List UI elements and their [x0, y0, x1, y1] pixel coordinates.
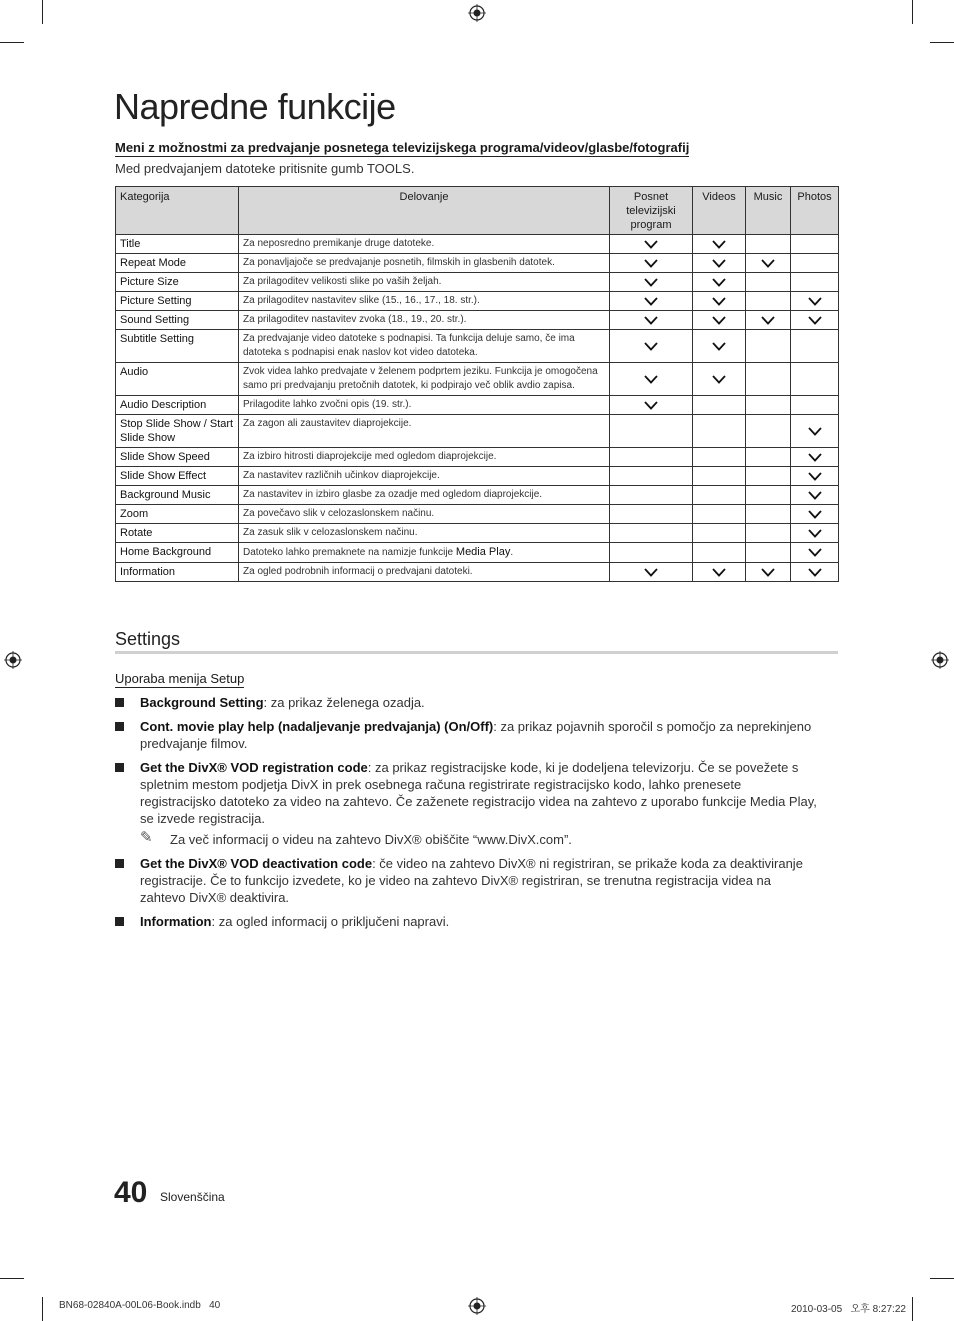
cell-recorded	[610, 273, 693, 292]
table-row	[116, 448, 839, 467]
header-videos: Videos	[693, 187, 746, 235]
cell-videos	[693, 505, 746, 524]
settings-item-name: Cont. movie play help (nadaljevanje predvajanja) (On/Off)	[140, 719, 494, 734]
table-row	[116, 415, 839, 448]
crop-mark	[912, 1297, 913, 1321]
cell-photos	[791, 563, 839, 582]
row-category: Home Background	[116, 543, 239, 563]
crop-mark	[42, 1297, 43, 1321]
table-row	[116, 292, 839, 311]
row-description: Za nastavitev in izbiro glasbe za ozadje med ogledom diaprojekcije.	[239, 486, 610, 505]
footer-file-info: BN68-02840A-00L06-Book.indb 40	[59, 1300, 221, 1311]
cell-photos	[791, 524, 839, 543]
row-category: Sound Setting	[116, 311, 239, 330]
settings-list-item	[115, 913, 820, 930]
row-category: Rotate	[116, 524, 239, 543]
table-row	[116, 273, 839, 292]
cell-music	[746, 505, 791, 524]
cell-photos	[791, 363, 839, 396]
cell-videos	[693, 524, 746, 543]
header-category: Kategorija	[116, 187, 239, 235]
check-mark-icon	[644, 297, 658, 306]
settings-item-text: : če video na zahtevo DivX® ni registriran, se prikaže koda za deaktiviranje registracije. Če to funkcijo izvedete, ko je video na zahtevo DivX® registriran, se trenutna registracija videa na zahtevo DivX® deaktivira.	[140, 856, 803, 905]
check-mark-icon	[644, 278, 658, 287]
check-mark-icon	[644, 375, 658, 384]
header-operation: Delovanje	[239, 187, 610, 235]
check-mark-icon	[712, 240, 726, 249]
row-category: Title	[116, 235, 239, 254]
table-row	[116, 505, 839, 524]
cell-photos	[791, 448, 839, 467]
row-category: Repeat Mode	[116, 254, 239, 273]
cell-photos	[791, 292, 839, 311]
check-mark-icon	[712, 342, 726, 351]
cell-music	[746, 254, 791, 273]
cell-music	[746, 292, 791, 311]
cell-photos	[791, 505, 839, 524]
check-mark-icon	[808, 297, 822, 306]
cell-music	[746, 330, 791, 363]
cell-recorded	[610, 396, 693, 415]
row-description: Za prilagoditev nastavitev slike (15., 16., 17., 18. str.).	[239, 292, 610, 311]
settings-item-text: : za prikaz registracijske kode, ki je dodeljena televizorju. Če se povežete s spletnim mestom podjetja DivX in prek osebnega računa registrirate registracijsko kodo, lahko prenesete registracijsko datoteko za video na zahtevo. Če zaženete registracijo videa na zahtevo z uporabo funkcije Media Play, se izvede registracija.	[140, 760, 817, 826]
header-music: Music	[746, 187, 791, 235]
row-description: Za zagon ali zaustavitev diaprojekcije.	[239, 415, 610, 448]
table-row	[116, 363, 839, 396]
check-mark-icon	[644, 342, 658, 351]
cell-recorded	[610, 311, 693, 330]
cell-music	[746, 396, 791, 415]
cell-videos	[693, 448, 746, 467]
cell-videos	[693, 254, 746, 273]
table-row	[116, 543, 839, 563]
row-description: Za ponavljajoče se predvajanje posnetih, filmskih in glasbenih datotek.	[239, 254, 610, 273]
check-mark-icon	[808, 510, 822, 519]
row-category: Audio Description	[116, 396, 239, 415]
cell-videos	[693, 235, 746, 254]
check-mark-icon	[712, 316, 726, 325]
menu-section-heading: Meni z možnostmi za predvajanje posnetega televizijskega programa/videov/glasbe/fotografij	[115, 140, 690, 155]
cell-videos	[693, 363, 746, 396]
page-title: Napredne funkcije	[114, 86, 396, 127]
check-mark-icon	[808, 548, 822, 557]
check-mark-icon	[808, 529, 822, 538]
check-mark-icon	[712, 259, 726, 268]
row-category: Picture Size	[116, 273, 239, 292]
settings-item-name: Get the DivX® VOD registration code	[140, 760, 368, 775]
row-category: Zoom	[116, 505, 239, 524]
crop-mark	[912, 0, 913, 24]
cell-music	[746, 415, 791, 448]
crop-mark	[42, 0, 43, 24]
row-category: Information	[116, 563, 239, 582]
check-mark-icon	[712, 297, 726, 306]
cell-music	[746, 273, 791, 292]
table-row	[116, 486, 839, 505]
row-description: Za zasuk slik v celozaslonskem načinu.	[239, 524, 610, 543]
row-category: Audio	[116, 363, 239, 396]
cell-recorded	[610, 505, 693, 524]
check-mark-icon	[644, 401, 658, 410]
cell-photos	[791, 396, 839, 415]
settings-list	[115, 694, 820, 937]
settings-list-item	[115, 855, 820, 906]
bullet-square-icon	[115, 859, 124, 868]
row-category: Picture Setting	[116, 292, 239, 311]
cell-videos	[693, 330, 746, 363]
header-photos: Photos	[791, 187, 839, 235]
cell-music	[746, 563, 791, 582]
settings-note: ✎ Za več informacij o videu na zahtevo DivX® obiščite “www.DivX.com”.	[140, 829, 572, 847]
function-table	[115, 186, 839, 582]
check-mark-icon	[808, 472, 822, 481]
row-category: Subtitle Setting	[116, 330, 239, 363]
row-description: Za nastavitev različnih učinkov diaprojekcije.	[239, 467, 610, 486]
check-mark-icon	[761, 259, 775, 268]
footer-timestamp: 2010-03-05 오후 8:27:22	[791, 1304, 906, 1315]
cell-videos	[693, 292, 746, 311]
cell-videos	[693, 467, 746, 486]
cell-videos	[693, 311, 746, 330]
crop-mark	[0, 42, 24, 43]
table-row	[116, 396, 839, 415]
cell-music	[746, 448, 791, 467]
registration-mark-icon	[468, 1297, 486, 1315]
cell-videos	[693, 273, 746, 292]
cell-recorded	[610, 467, 693, 486]
cell-photos	[791, 415, 839, 448]
cell-photos	[791, 330, 839, 363]
settings-item-name: Information	[140, 914, 212, 929]
cell-music	[746, 486, 791, 505]
cell-photos	[791, 543, 839, 563]
bullet-square-icon	[115, 763, 124, 772]
cell-videos	[693, 396, 746, 415]
tools-button-label: TOOLS	[366, 161, 411, 176]
crop-mark	[930, 1278, 954, 1279]
bullet-square-icon	[115, 698, 124, 707]
check-mark-icon	[712, 375, 726, 384]
check-mark-icon	[808, 427, 822, 436]
table-row	[116, 467, 839, 486]
settings-item-name: Get the DivX® VOD deactivation code	[140, 856, 373, 871]
cell-music	[746, 363, 791, 396]
page-language: Slovenščina	[160, 1190, 225, 1204]
bullet-square-icon	[115, 917, 124, 926]
cell-videos	[693, 563, 746, 582]
cell-recorded	[610, 563, 693, 582]
row-category: Stop Slide Show / Start Slide Show	[116, 415, 239, 448]
check-mark-icon	[808, 491, 822, 500]
row-category: Background Music	[116, 486, 239, 505]
check-mark-icon	[712, 278, 726, 287]
check-mark-icon	[644, 568, 658, 577]
table-row	[116, 563, 839, 582]
crop-mark	[0, 1278, 24, 1279]
cell-videos	[693, 486, 746, 505]
table-row	[116, 330, 839, 363]
settings-item-text: : za prikaz pojavnih sporočil s pomočjo za neprekinjeno predvajanje filmov.	[140, 719, 812, 751]
check-mark-icon	[712, 568, 726, 577]
cell-music	[746, 235, 791, 254]
cell-recorded	[610, 235, 693, 254]
settings-list-item	[115, 694, 820, 711]
registration-mark-icon	[4, 651, 22, 669]
registration-mark-icon	[931, 651, 949, 669]
table-row	[116, 235, 839, 254]
settings-title: Settings	[115, 629, 181, 649]
pencil-note-icon: ✎	[140, 829, 153, 846]
cell-recorded	[610, 448, 693, 467]
table-row	[116, 524, 839, 543]
check-mark-icon	[761, 568, 775, 577]
check-mark-icon	[761, 316, 775, 325]
cell-photos	[791, 254, 839, 273]
cell-recorded	[610, 254, 693, 273]
settings-item-name: Background Setting	[140, 695, 264, 710]
row-description: Za izbiro hitrosti diaprojekcije med ogledom diaprojekcije.	[239, 448, 610, 467]
cell-videos	[693, 415, 746, 448]
setup-subheading: Uporaba menija Setup	[115, 671, 245, 686]
row-description: Za prilagoditev nastavitev zvoka (18., 19., 20. str.).	[239, 311, 610, 330]
cell-recorded	[610, 543, 693, 563]
settings-item-text: : za prikaz želenega ozadja.	[263, 695, 425, 710]
check-mark-icon	[644, 259, 658, 268]
cell-photos	[791, 273, 839, 292]
table-row	[116, 311, 839, 330]
check-mark-icon	[644, 316, 658, 325]
cell-photos	[791, 311, 839, 330]
row-category: Slide Show Effect	[116, 467, 239, 486]
cell-recorded	[610, 486, 693, 505]
cell-recorded	[610, 330, 693, 363]
check-mark-icon	[808, 316, 822, 325]
settings-list-item	[115, 718, 820, 752]
cell-recorded	[610, 292, 693, 311]
row-description: Za neposredno premikanje druge datoteke.	[239, 235, 610, 254]
settings-divider	[115, 651, 838, 654]
cell-music	[746, 311, 791, 330]
settings-item-text: : za ogled informacij o priključeni napravi.	[211, 914, 450, 929]
cell-recorded	[610, 415, 693, 448]
row-description: Za prilagoditev velikosti slike po vaših željah.	[239, 273, 610, 292]
row-description: Datoteko lahko premaknete na namizje funkcije Media Play.	[239, 543, 610, 563]
cell-music	[746, 467, 791, 486]
table-row	[116, 254, 839, 273]
registration-mark-icon	[468, 4, 486, 22]
crop-mark	[930, 42, 954, 43]
cell-music	[746, 524, 791, 543]
row-description: Za povečavo slik v celozaslonskem načinu.	[239, 505, 610, 524]
cell-photos	[791, 467, 839, 486]
cell-photos	[791, 235, 839, 254]
header-recorded: Posnet televizijski program	[610, 187, 693, 235]
cell-photos	[791, 486, 839, 505]
row-description: Prilagodite lahko zvočni opis (19. str.).	[239, 396, 610, 415]
row-description: Za predvajanje video datoteke s podnapisi. Ta funkcija deluje samo, če ima datoteka s podnapisi enak naslov kot video datoteka.	[239, 330, 610, 363]
cell-recorded	[610, 524, 693, 543]
row-category: Slide Show Speed	[116, 448, 239, 467]
cell-music	[746, 543, 791, 563]
bullet-square-icon	[115, 722, 124, 731]
row-description: Za ogled podrobnih informacij o predvajani datoteki.	[239, 563, 610, 582]
settings-list-item	[115, 759, 820, 848]
check-mark-icon	[808, 568, 822, 577]
row-description: Zvok videa lahko predvajate v želenem podprtem jeziku. Funkcija je omogočena samo pri predvajanju pretočnih datotek, ki podpirajo več oblik avdio zapisa.	[239, 363, 610, 396]
table-header-row	[116, 187, 839, 235]
check-mark-icon	[808, 453, 822, 462]
menu-intro-text: Med predvajanjem datoteke pritisnite gumb TOOLS.	[115, 161, 415, 176]
cell-recorded	[610, 363, 693, 396]
check-mark-icon	[644, 240, 658, 249]
cell-videos	[693, 543, 746, 563]
page-number: 40	[114, 1176, 148, 1209]
